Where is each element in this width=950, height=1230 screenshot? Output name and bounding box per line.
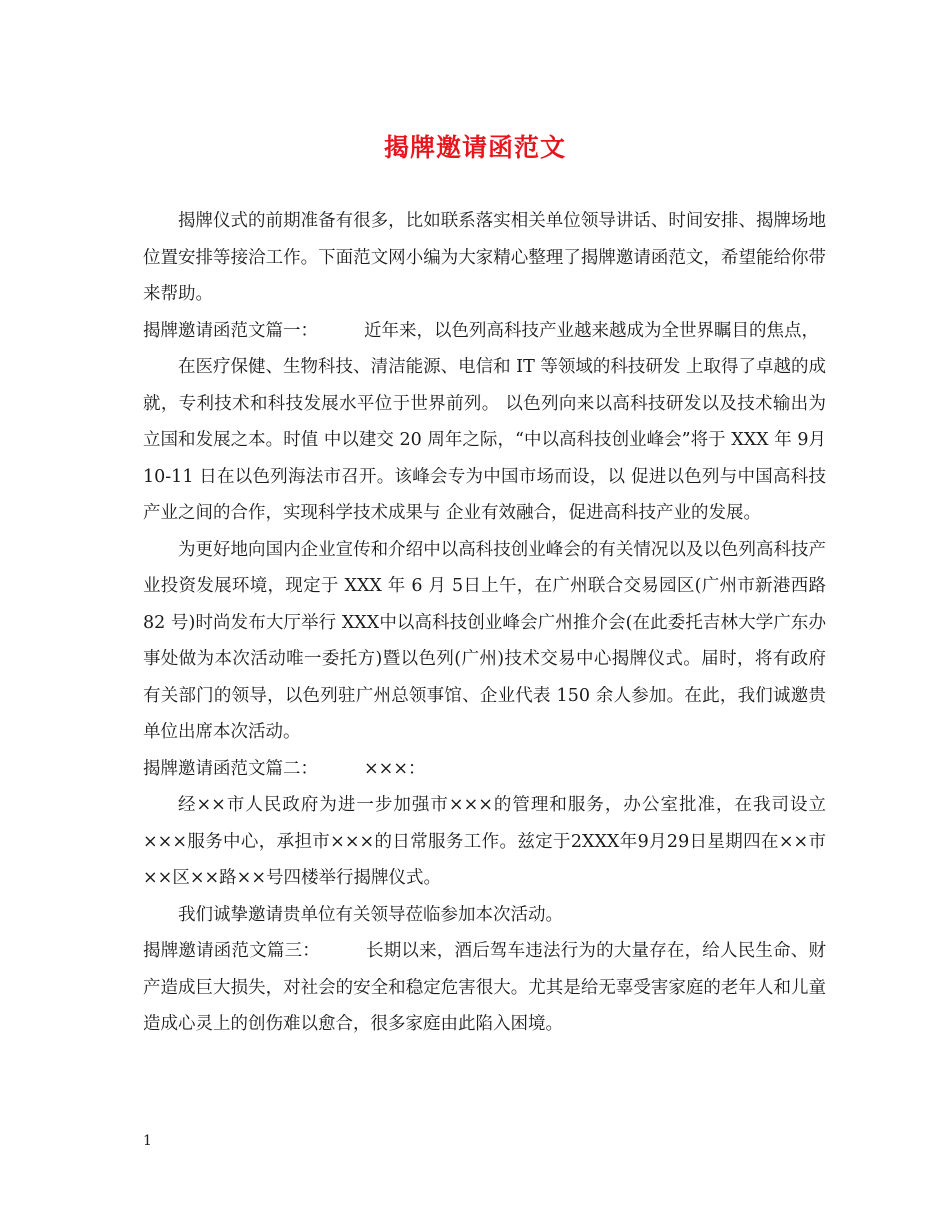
section-2 [143, 751, 826, 788]
document-title: 揭牌邀请函范文 [383, 133, 566, 162]
section-3 [143, 933, 826, 1043]
document-body [143, 203, 826, 1043]
section-3-lead: 长期以来，酒后驾车违法行为的大量存在，给人民生命、财产造成巨大损失，对社会的安全和稳定危害很大。尤其是给无辜受害家庭的老年人和儿童造成心灵上的创伤难以愈合，很多家庭由此陷入困境。 [143, 941, 826, 1034]
section-3-heading: 揭牌邀请函范文篇三： [143, 941, 320, 961]
section-2-paragraph-1: 经××市人民政府为进一步加强市×××的管理和服务，办公室批准，在我司设立×××服务中心，承担市×××的日常服务工作。兹定于2XXX年9月29日星期四在××市××区××路××号四楼举行揭牌仪式。 [143, 795, 826, 888]
section-1-heading: 揭牌邀请函范文篇一： [143, 320, 318, 341]
section-1-paragraph-2: 为更好地向国内企业宣传和介绍中以高科技创业峰会的有关情况以及以色列高科技产业投资发展环境，现定于 XXX 年 6 月 5日上午，在广州联合交易园区(广州市新港西路 82 号)时尚发布大厅举行 XXX中以高科技创业峰会广州推介会(在此委托吉林大学广东办事处做为本次活动唯一委托方)暨以色列(广州)技术交易中心揭牌仪式。届时，将有政府有关部门的领导，以色列驻广州总领事馆、企业代表 150 余人参加。在此，我们诚邀贵单位出席本次活动。 [143, 539, 826, 742]
section-2-lead: ×××： [364, 758, 426, 779]
section-2-heading: 揭牌邀请函范文篇二： [143, 758, 318, 779]
section-1 [143, 313, 826, 350]
section-1-paragraph-1: 在医疗保健、生物科技、清洁能源、电信和 IT 等领域的科技研发 上取得了卓越的成就，专利技术和科技发展水平位于世界前列。 以色列向来以高科技研发以及技术输出为立国和发展之本。时值 中以建交 20 周年之际，“中以高科技创业峰会”将于 XXX 年 9月 10-11 日在以色列海法市召开。该峰会专为中国市场而设，以 促进以色列与中国高科技产业之间的合作，实现科学技术成果与 企业有效融合，促进高科技产业的发展。 [143, 357, 826, 523]
intro-paragraph: 揭牌仪式的前期准备有很多，比如联系落实相关单位领导讲话、时间安排、揭牌场地位置安排等接洽工作。下面范文网小编为大家精心整理了揭牌邀请函范文，希望能给你带来帮助。 [143, 211, 826, 304]
section-2-paragraph-2: 我们诚挚邀请贵单位有关领导莅临参加本次活动。 [178, 904, 563, 925]
page-number: 1 [143, 1133, 152, 1149]
section-1-lead: 近年来，以色列高科技产业越来越成为全世界瞩目的焦点， [364, 320, 819, 341]
